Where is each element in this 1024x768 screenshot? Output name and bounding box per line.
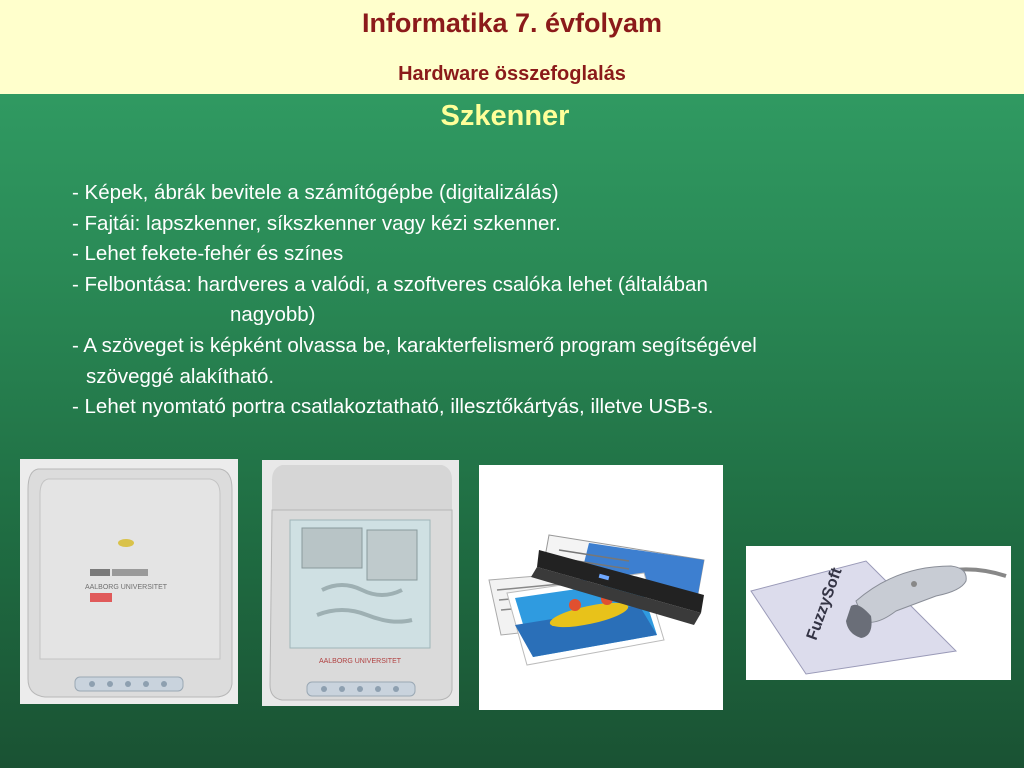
scanner-label: AALBORG UNIVERSITET	[84, 584, 168, 591]
page-subtitle: Hardware összefoglalás	[398, 63, 626, 85]
bullet-item: - Képek, ábrák bevitele a számítógépbe (digitalizálás)	[72, 181, 559, 204]
bullet-continuation: nagyobb)	[230, 303, 316, 327]
bullet-item: - A szöveget is képként olvassa be, karakterfelismerő program segítségével	[72, 333, 757, 357]
mousepad-label: FuzzySoft	[803, 565, 846, 643]
bullet-list	[72, 178, 972, 423]
page-title: Informatika 7. évfolyam	[361, 8, 663, 38]
portable-scanner-photo	[479, 465, 723, 710]
flatbed-scanner-closed-photo	[20, 459, 238, 704]
bullet-item: - Lehet nyomtató portra csatlakoztatható, illesztőkártyás, illetve USB-s.	[72, 395, 714, 419]
scanner-label: AALBORG UNIVERSITET	[318, 658, 402, 665]
bullet-item: - Felbontása: hardveres a valódi, a szoftveres csalóka lehet (általában	[72, 272, 708, 296]
bullet-continuation: szöveggé alakítható.	[86, 364, 275, 388]
handheld-scanner-photo	[746, 546, 1011, 680]
bullet-item: - Lehet fekete-fehér és színes	[72, 242, 344, 266]
header-band	[0, 0, 1024, 94]
section-title: Szkenner	[440, 100, 570, 132]
flatbed-scanner-open-photo	[262, 460, 459, 706]
bullet-item: - Fajtái: lapszkenner, síkszkenner vagy kézi szkenner.	[72, 211, 561, 235]
